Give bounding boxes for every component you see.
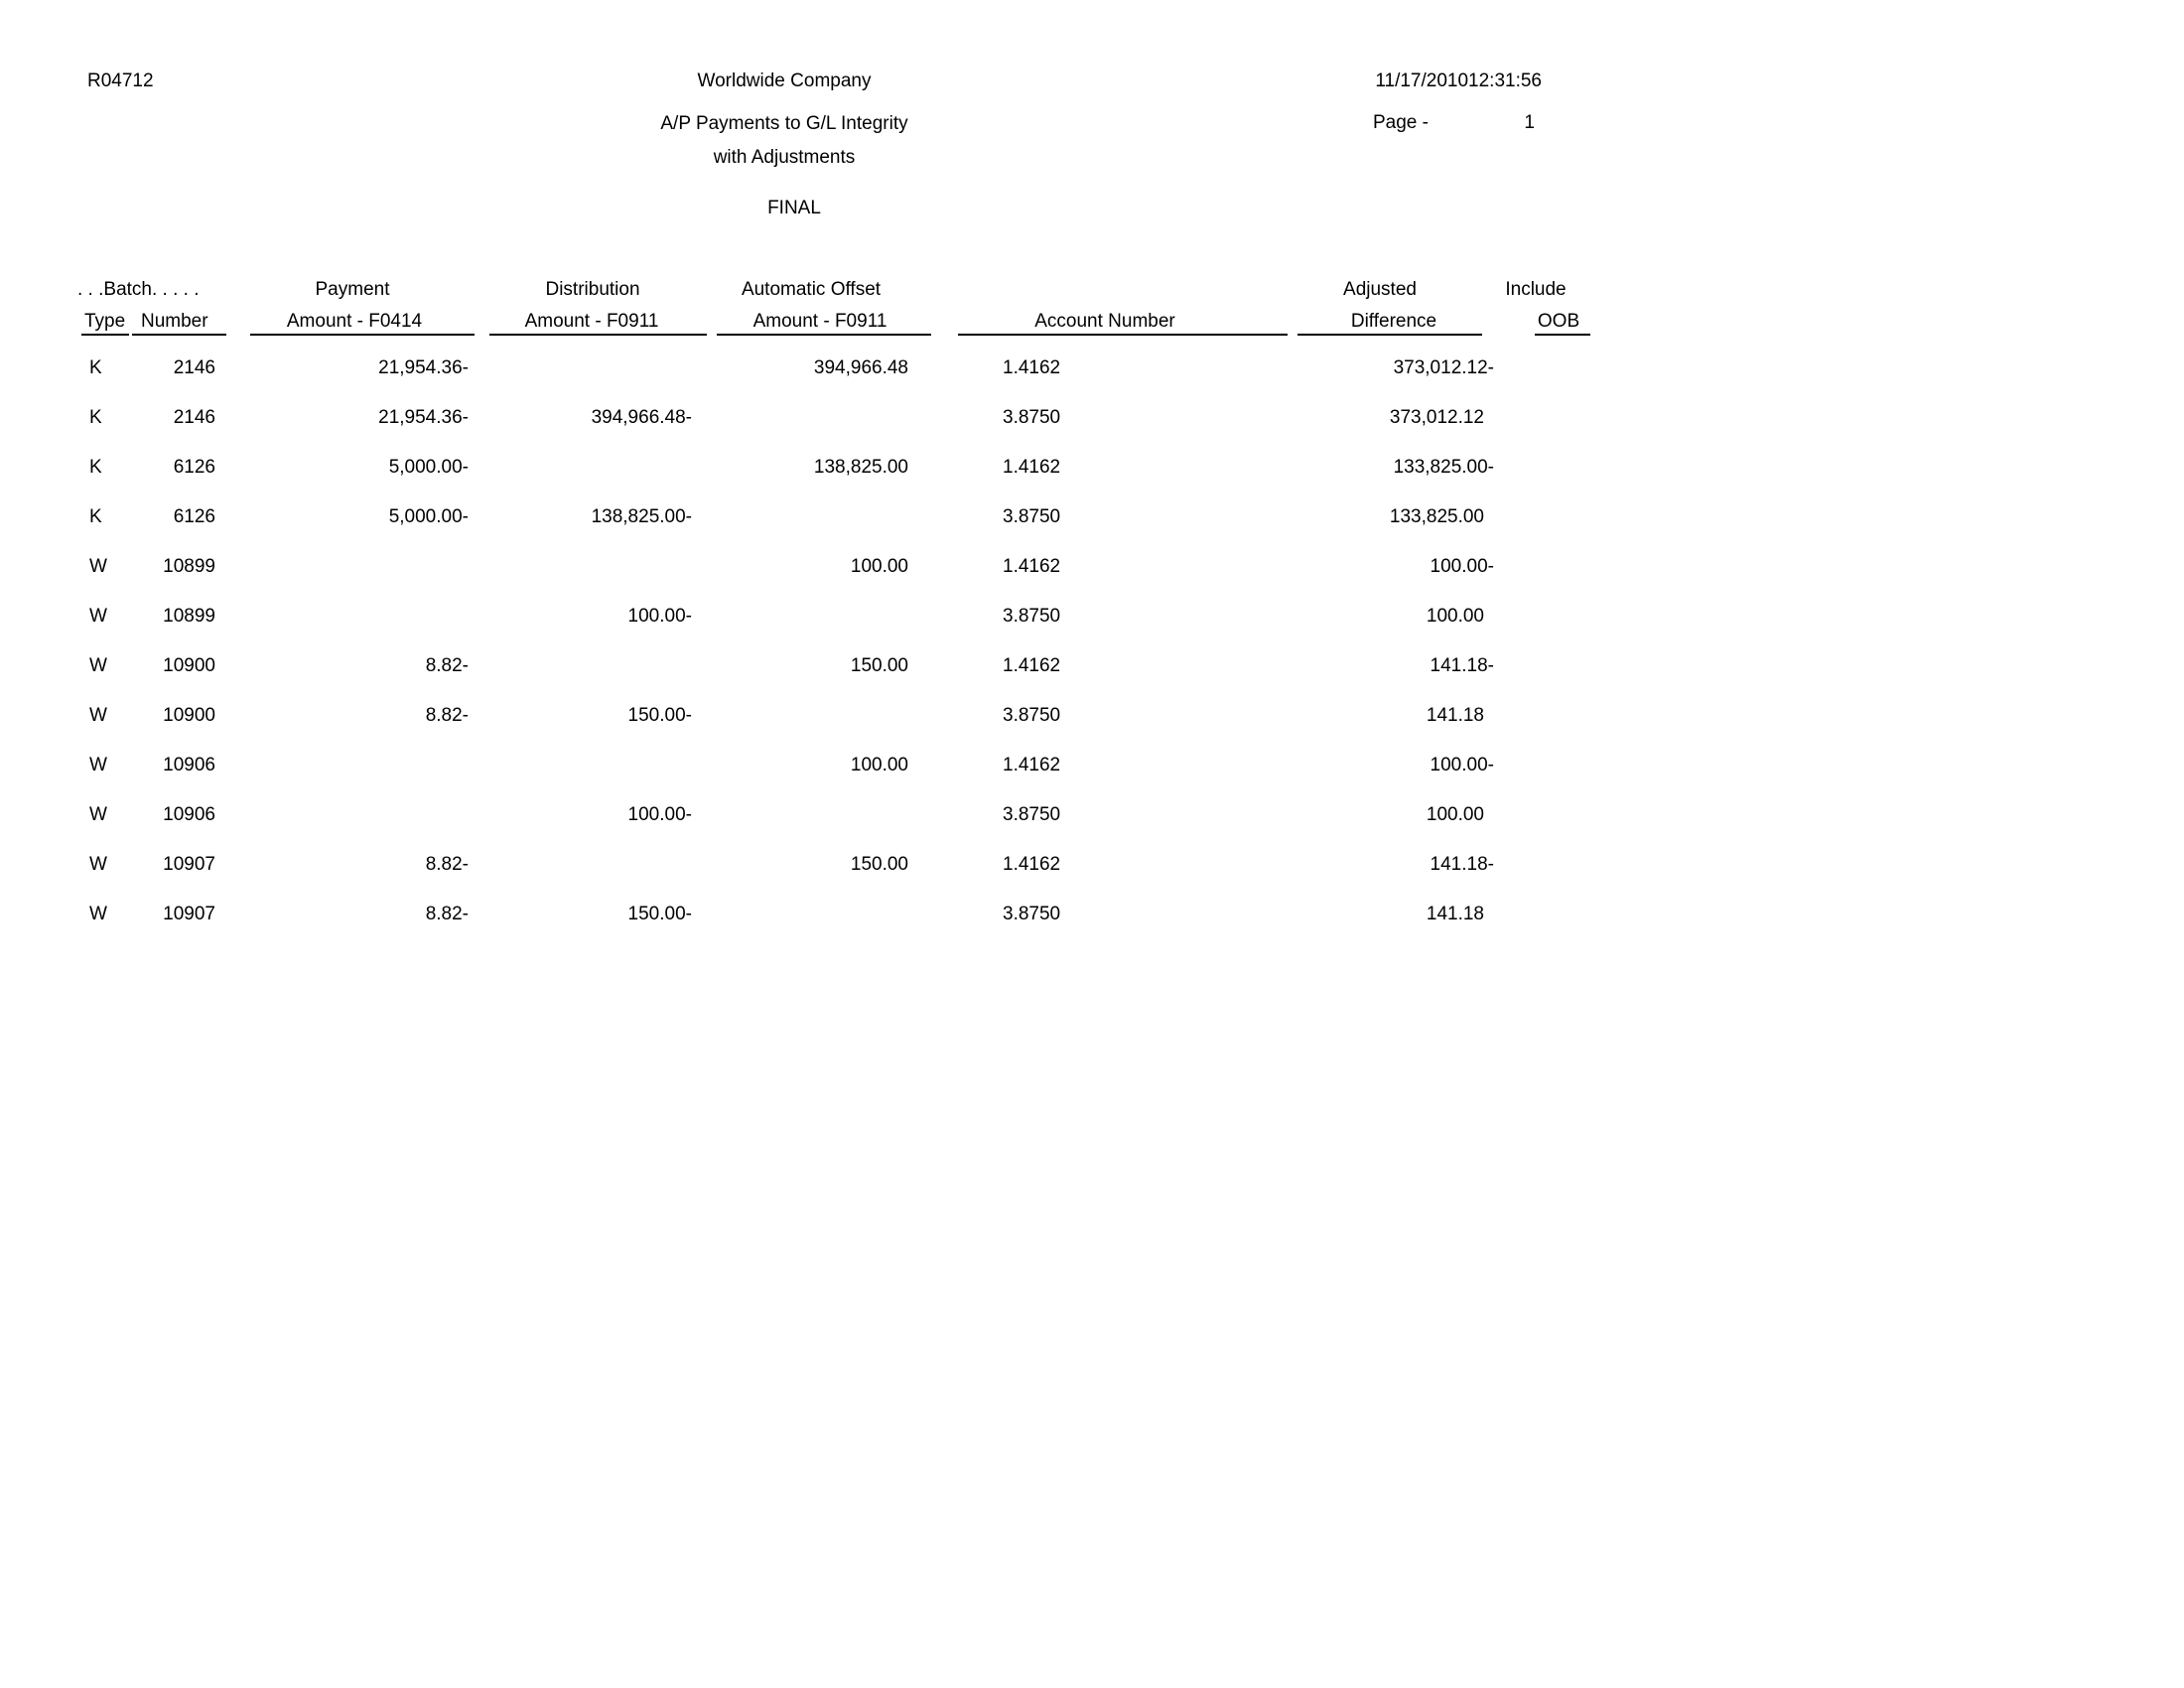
- cell-adjusted-difference: 100.00: [1426, 804, 1484, 825]
- table-row: [0, 606, 2184, 655]
- cell-offset-amount: 138,825.00: [813, 457, 908, 478]
- cell-adjusted-difference: 100.00-: [1430, 755, 1494, 775]
- cell-account-number: 1.4162: [1003, 755, 1061, 775]
- cell-adjusted-difference: 133,825.00-: [1393, 457, 1494, 478]
- underline-difference: [1297, 334, 1482, 336]
- cell-account-number: 1.4162: [1003, 556, 1061, 577]
- cell-payment-amount: 8.82-: [425, 705, 469, 726]
- col-group-include: Include: [1505, 279, 1567, 300]
- cell-distribution-amount: 150.00-: [627, 705, 692, 726]
- col-header-distribution-amount: Amount - F0911: [524, 311, 659, 332]
- cell-account-number: 3.8750: [1003, 407, 1061, 428]
- col-group-adjusted: Adjusted: [1343, 279, 1417, 300]
- table-row: [0, 854, 2184, 904]
- cell-distribution-amount: 138,825.00-: [591, 506, 692, 527]
- cell-offset-amount: 150.00: [850, 854, 908, 875]
- cell-distribution-amount: 100.00-: [627, 606, 692, 627]
- cell-distribution-amount: 100.00-: [627, 804, 692, 825]
- cell-batch-type: K: [89, 506, 102, 527]
- cell-adjusted-difference: 141.18-: [1430, 655, 1494, 676]
- table-row: [0, 506, 2184, 556]
- page-number: 1: [1524, 112, 1535, 133]
- table-row: [0, 407, 2184, 457]
- cell-adjusted-difference: 373,012.12-: [1393, 357, 1494, 378]
- cell-batch-number: 10900: [163, 705, 215, 726]
- report-status: FINAL: [767, 198, 821, 218]
- cell-account-number: 1.4162: [1003, 357, 1061, 378]
- cell-batch-number: 10906: [163, 804, 215, 825]
- cell-batch-type: K: [89, 457, 102, 478]
- report-title-line1: A/P Payments to G/L Integrity: [660, 113, 908, 134]
- report-title-line2: with Adjustments: [713, 147, 856, 168]
- cell-batch-number: 2146: [173, 357, 215, 378]
- col-header-difference: Difference: [1350, 311, 1437, 332]
- report-time: 12:31:56: [1468, 70, 1542, 91]
- cell-batch-type: W: [89, 904, 107, 924]
- table-row: [0, 357, 2184, 407]
- col-header-account-number: Account Number: [1034, 311, 1175, 332]
- underline-number: [132, 334, 226, 336]
- cell-account-number: 1.4162: [1003, 854, 1061, 875]
- cell-batch-type: W: [89, 804, 107, 825]
- report-id: R04712: [87, 70, 154, 91]
- cell-payment-amount: 21,954.36-: [378, 357, 469, 378]
- cell-batch-number: 6126: [173, 506, 215, 527]
- cell-account-number: 3.8750: [1003, 506, 1061, 527]
- cell-batch-type: W: [89, 655, 107, 676]
- table-row: [0, 755, 2184, 804]
- table-row: [0, 705, 2184, 755]
- cell-account-number: 1.4162: [1003, 655, 1061, 676]
- cell-adjusted-difference: 373,012.12: [1389, 407, 1484, 428]
- table-row: [0, 655, 2184, 705]
- cell-account-number: 1.4162: [1003, 457, 1061, 478]
- cell-batch-number: 10906: [163, 755, 215, 775]
- table-row: [0, 556, 2184, 606]
- col-group-batch: . . .Batch. . . . .: [77, 279, 200, 300]
- col-group-payment: Payment: [315, 279, 390, 300]
- cell-payment-amount: 5,000.00-: [388, 506, 469, 527]
- cell-batch-number: 10900: [163, 655, 215, 676]
- table-row: [0, 904, 2184, 953]
- col-group-automatic-offset: Automatic Offset: [741, 279, 882, 300]
- col-group-distribution: Distribution: [545, 279, 640, 300]
- cell-adjusted-difference: 141.18: [1426, 904, 1484, 924]
- underline-payment: [250, 334, 475, 336]
- cell-batch-number: 10899: [163, 606, 215, 627]
- table-row: [0, 457, 2184, 506]
- cell-batch-type: W: [89, 556, 107, 577]
- col-header-oob: OOB: [1537, 311, 1580, 332]
- cell-adjusted-difference: 141.18: [1426, 705, 1484, 726]
- col-header-payment-amount: Amount - F0414: [286, 311, 423, 332]
- cell-payment-amount: 8.82-: [425, 655, 469, 676]
- underline-offset: [717, 334, 931, 336]
- col-header-type: Type: [84, 311, 126, 332]
- cell-offset-amount: 394,966.48: [813, 357, 908, 378]
- cell-account-number: 3.8750: [1003, 705, 1061, 726]
- cell-payment-amount: 8.82-: [425, 904, 469, 924]
- cell-account-number: 3.8750: [1003, 904, 1061, 924]
- cell-distribution-amount: 150.00-: [627, 904, 692, 924]
- cell-payment-amount: 21,954.36-: [378, 407, 469, 428]
- company-name: Worldwide Company: [697, 70, 872, 91]
- cell-offset-amount: 100.00: [850, 755, 908, 775]
- underline-account: [958, 334, 1288, 336]
- cell-batch-type: W: [89, 854, 107, 875]
- cell-batch-number: 6126: [173, 457, 215, 478]
- cell-adjusted-difference: 141.18-: [1430, 854, 1494, 875]
- cell-account-number: 3.8750: [1003, 804, 1061, 825]
- cell-distribution-amount: 394,966.48-: [591, 407, 692, 428]
- cell-batch-type: W: [89, 755, 107, 775]
- cell-batch-number: 10907: [163, 854, 215, 875]
- report-datetime: [1375, 70, 1542, 92]
- cell-offset-amount: 100.00: [850, 556, 908, 577]
- underline-distribution: [489, 334, 707, 336]
- cell-batch-type: K: [89, 407, 102, 428]
- underline-type: [81, 334, 129, 336]
- report-date: 11/17/2010: [1375, 70, 1469, 91]
- col-header-number: Number: [141, 311, 208, 332]
- table-row: [0, 804, 2184, 854]
- page-label: Page -: [1373, 112, 1429, 133]
- cell-batch-type: K: [89, 357, 102, 378]
- cell-adjusted-difference: 100.00: [1426, 606, 1484, 627]
- cell-offset-amount: 150.00: [850, 655, 908, 676]
- cell-payment-amount: 8.82-: [425, 854, 469, 875]
- cell-batch-number: 2146: [173, 407, 215, 428]
- cell-adjusted-difference: 133,825.00: [1389, 506, 1484, 527]
- cell-batch-number: 10899: [163, 556, 215, 577]
- cell-batch-type: W: [89, 606, 107, 627]
- col-header-offset-amount: Amount - F0911: [752, 311, 887, 332]
- cell-account-number: 3.8750: [1003, 606, 1061, 627]
- cell-adjusted-difference: 100.00-: [1430, 556, 1494, 577]
- cell-batch-type: W: [89, 705, 107, 726]
- underline-oob: [1535, 334, 1590, 336]
- cell-payment-amount: 5,000.00-: [388, 457, 469, 478]
- cell-batch-number: 10907: [163, 904, 215, 924]
